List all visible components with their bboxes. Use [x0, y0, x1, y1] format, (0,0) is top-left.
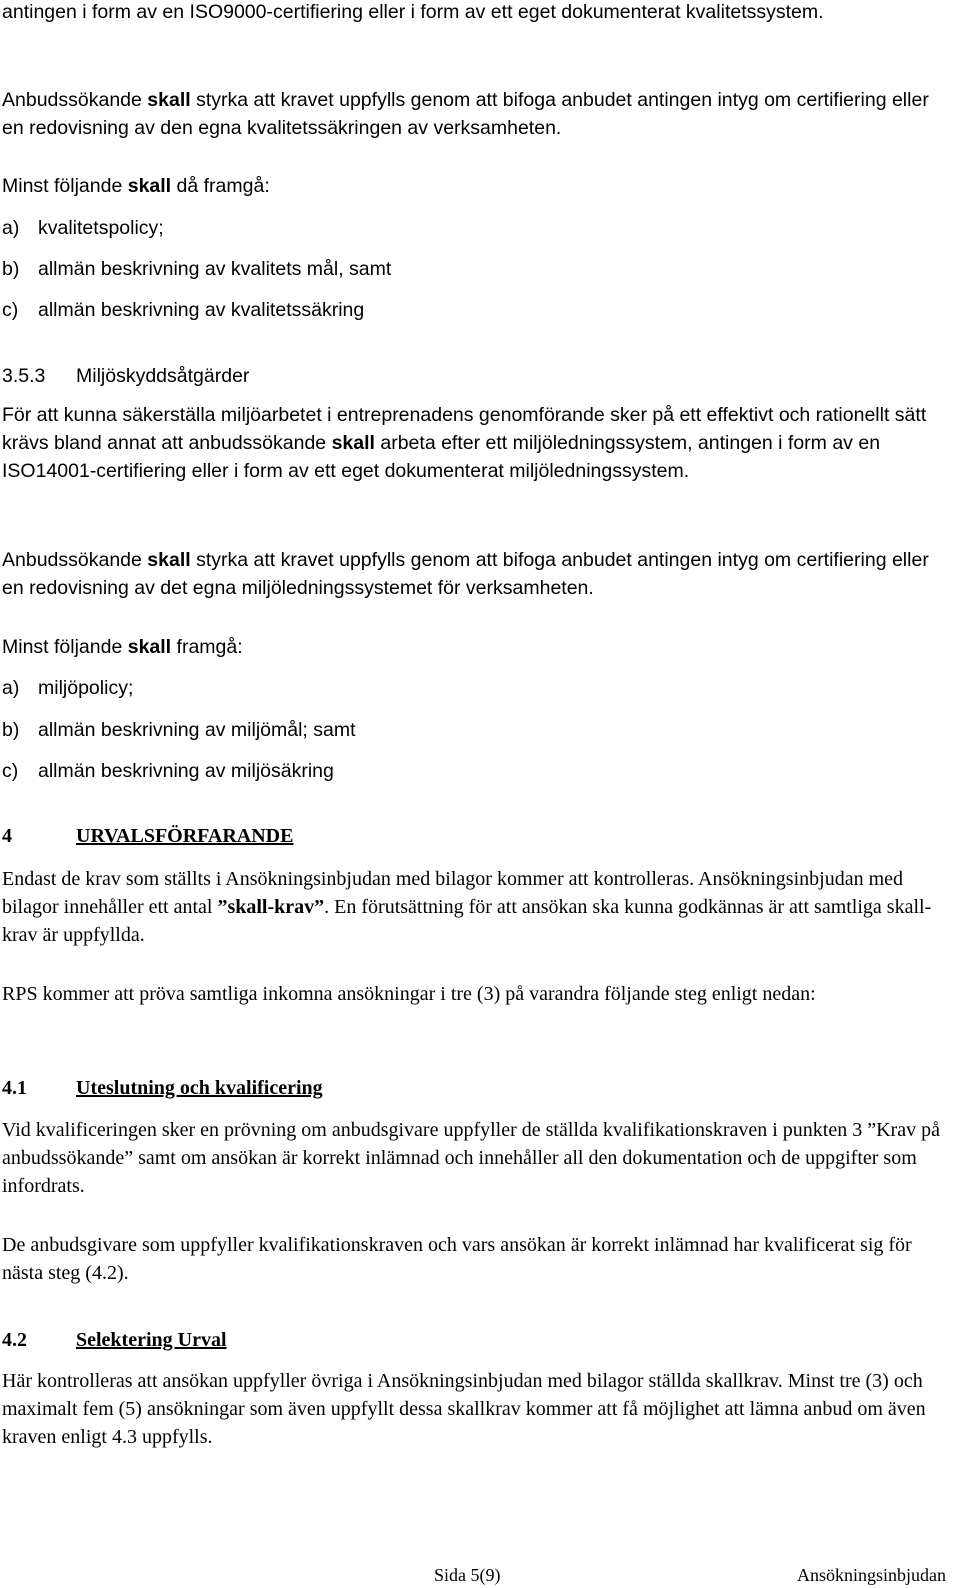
paragraph-environment-proof: Anbudssökande skall styrka att kravet uppfylls genom att bifoga anbudet antingen intyg om certifiering eller en redovisning av det egna miljöledningssystemet för verksamheten. [2, 549, 929, 599]
page-number: Sida 5(9) [434, 1565, 501, 1585]
paragraph-selection-steps: RPS kommer att pröva samtliga inkomna ansökningar i tre (3) på varandra följande steg enligt nedan: [2, 983, 816, 1005]
paragraph-selection-requirements: Endast de krav som ställts i Ansökningsinbjudan med bilagor kommer att kontrolleras. Ansökningsinbjudan med bilagor innehåller ett antal ”skall-krav”. En förutsättning för att ansökan ska kunna godkännas är att samtliga skall-krav är uppfyllda. [2, 868, 932, 946]
list-item: a) miljöpolicy; [2, 677, 134, 699]
section-heading-3-5-3: 3.5.3 Miljöskyddsåtgärder [2, 365, 250, 387]
paragraph-environment-minimum: Minst följande skall framgå: [2, 636, 243, 658]
list-item: c) allmän beskrivning av kvalitetssäkring [2, 299, 365, 321]
paragraph-selection: Här kontrolleras att ansökan uppfyller övriga i Ansökningsinbjudan med bilagor ställda skallkrav. Minst tre (3) och maximalt fem (5) ansökningar som även uppfyllt dessa skallkrav kommer att få möjlighet att lämna anbud om även kraven enligt 4.3 uppfylls. [2, 1370, 926, 1448]
list-item: b) allmän beskrivning av kvalitets mål, samt [2, 258, 392, 280]
paragraph-qualified-suppliers: De anbudsgivare som uppfyller kvalifikationskraven och vars ansökan är korrekt inlämnad har kvalificerat sig för nästa steg (4.2). [2, 1234, 912, 1284]
footer-document-title: Ansökningsinbjudan [796, 1565, 946, 1585]
list-item: b) allmän beskrivning av miljömål; samt [2, 719, 356, 741]
paragraph-environment-intro: För att kunna säkerställa miljöarbetet i entreprenadens genomförande sker på ett effektivt och rationellt sätt krävs bland annat att anbudssökande skall arbeta efter ett miljöledningssystem, antingen i form av en ISO14001-certifiering eller i form av ett eget dokumenterat miljöledningssystem. [2, 404, 927, 482]
list-item: c) allmän beskrivning av miljösäkring [2, 760, 334, 782]
section-heading-4: 4 URVALSFÖRFARANDE [2, 825, 294, 847]
section-heading-4-1: 4.1 Uteslutning och kvalificering [2, 1077, 323, 1099]
section-heading-4-2: 4.2 Selektering Urval [2, 1329, 227, 1351]
paragraph-quality-system-end: antingen i form av en ISO9000-certifiering eller i form av ett eget dokumenterat kvalitetssystem. [2, 1, 824, 23]
paragraph-quality-proof: Anbudssökande skall styrka att kravet uppfylls genom att bifoga anbudet antingen intyg om certifiering eller en redovisning av den egna kvalitetssäkringen av verksamheten. [2, 89, 929, 139]
paragraph-qualification: Vid kvalificeringen sker en prövning om anbudsgivare uppfyller de ställda kvalifikationskraven i punkten 3 ”Krav på anbudssökande” samt om ansökan är korrekt inlämnad och innehåller all den dokumentation och de uppgifter som infordrats. [2, 1119, 940, 1197]
paragraph-quality-minimum: Minst följande skall då framgå: [2, 175, 270, 197]
list-item: a) kvalitetspolicy; [2, 217, 164, 239]
